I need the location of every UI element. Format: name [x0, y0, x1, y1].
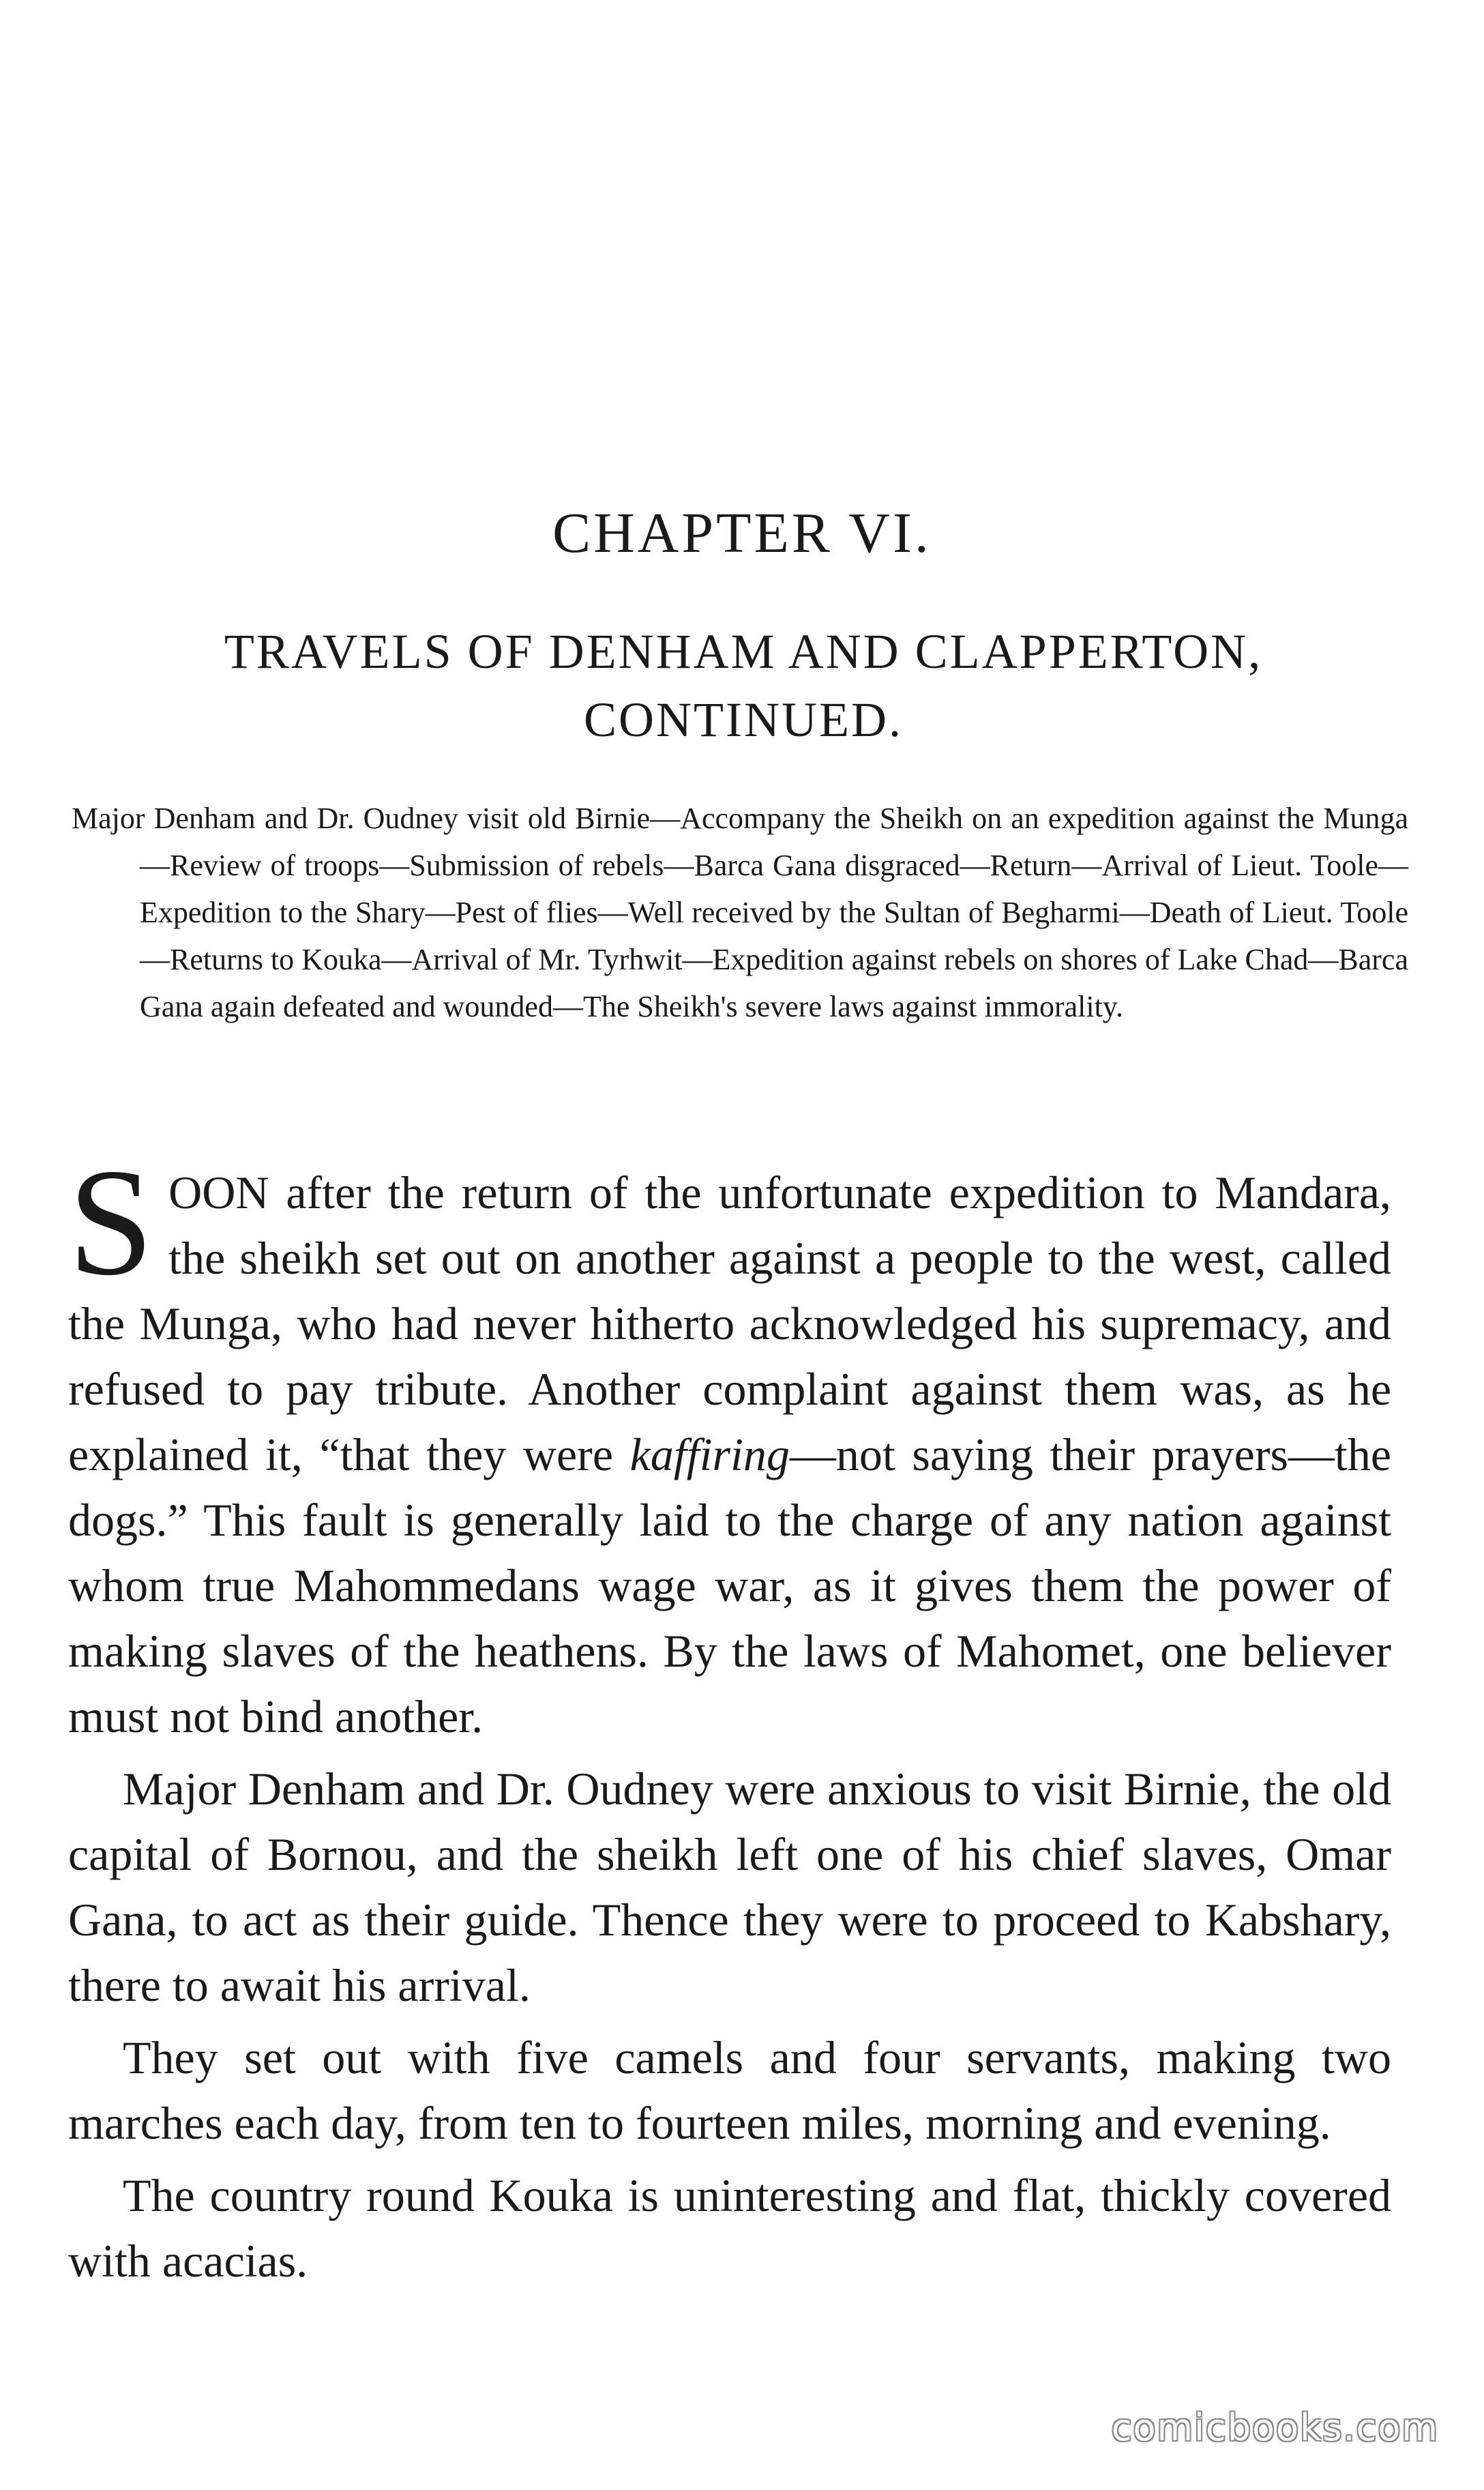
chapter-title: CHAPTER VI.: [552, 501, 932, 565]
body-text: [68, 1137, 1391, 2294]
chapter-subtitle: [123, 617, 1364, 754]
paragraph-2: Major Denham and Dr. Oudney were anxious to visit Birnie, the old capital of Bornou, and the sheikh left one of his chief slaves, Omar Gana, to act as their guide. Thence they were to proceed to Kabshary, there to await his arrival.: [68, 1763, 1391, 2011]
paragraph-1-text-a: OON after the return of the unfortunate expedition to Mandara, the sheikh set out on another against a people to the west, called the Munga, who had never hitherto acknowledged his supremacy, and refused to pay tribute. Another complaint against them was, as he explained it, “that they were: [68, 1167, 1391, 1480]
paragraph-1: [68, 1137, 1391, 1749]
chapter-synopsis: Major Denham and Dr. Oudney visit old Birnie—Accompany the Sheikh on an expedition against the Munga—Review of troops—Submission of rebels—Barca Gana disgraced—Return—Arrival of Lieut. Toole—Expedition to the Shary—Pest of flies—Well received by the Sultan of Begharmi—Death of Lieut. Toole—Returns to Kouka—Arrival of Mr. Tyrhwit—Expedition against rebels on shores of Lake Chad—Barca Gana again defeated and wounded—The Sheikh's severe laws against immorality.: [72, 802, 1408, 1023]
drop-cap: S: [68, 1137, 154, 1307]
paragraph-1-text-b: —not saying their prayers—the dogs.” This fault is generally laid to the charge of any nation against whom true Mahommedans wage war, as it gives them the power of making slaves of the heathens. By the laws of Mahomet, one believer must not bind another.: [68, 1429, 1391, 1742]
paragraph-3: They set out with five camels and four servants, making two marches each day, from ten to fourteen miles, morning and evening.: [68, 2032, 1391, 2149]
chapter-subtitle-line2: CONTINUED.: [584, 692, 903, 747]
paragraph-4: The country round Kouka is uninteresting and flat, thickly covered with acacias.: [68, 2169, 1391, 2287]
chapter-subtitle-line1: TRAVELS OF DENHAM AND CLAPPERTON,: [224, 624, 1263, 679]
watermark-logo: comicbooks.com: [1111, 2406, 1439, 2449]
paragraph-1-italic: kaffiring: [629, 1429, 790, 1480]
